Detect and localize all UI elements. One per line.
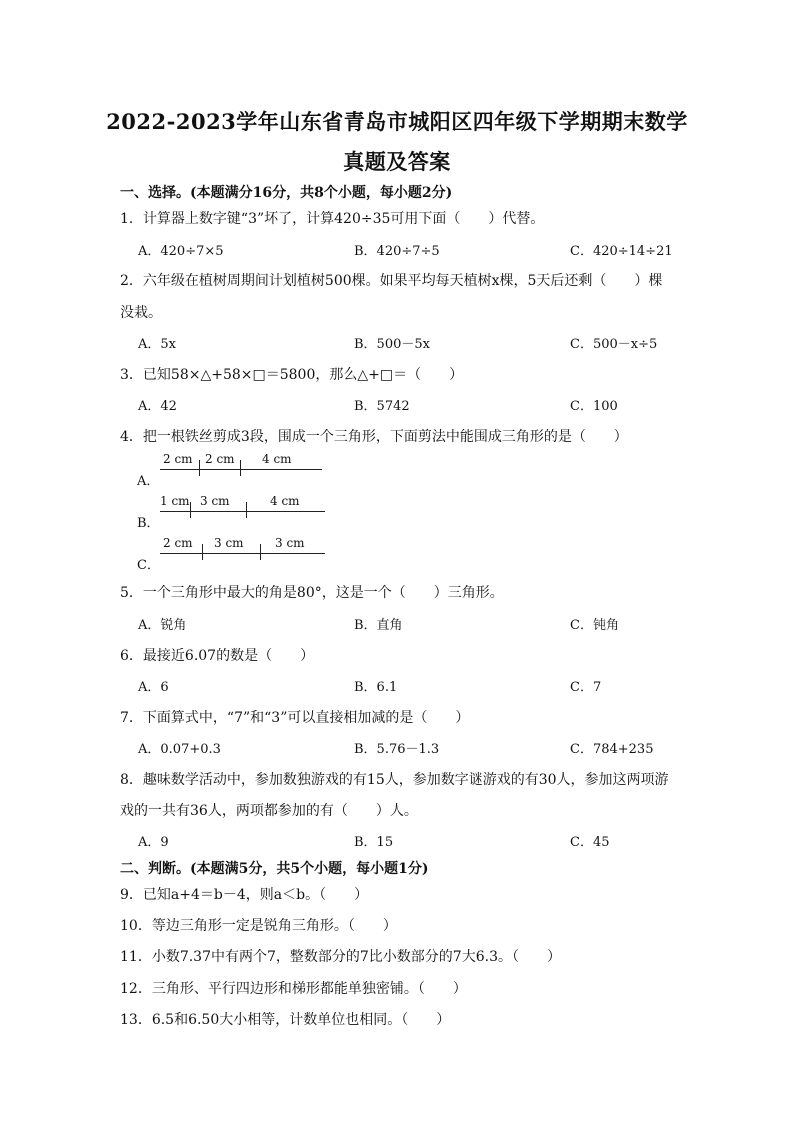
section-heading-choice: 一、选择。(本题满分16分，共8个小题，每小题2分) [120,185,453,201]
question-7-option-c: C．784+235 [570,742,654,757]
question-4-option-b-label: B． [137,516,160,531]
question-1-option-a: A．420÷7×5 [138,244,224,259]
question-8-option-c: C．45 [570,835,610,850]
question-4-option-a-label: A． [137,474,160,489]
question-1-option-c: C．420÷14÷21 [570,244,673,259]
question-8-option-b: B．15 [354,835,394,850]
question-3-option-b: B．5742 [354,399,410,414]
question-2-option-c: C．500－x÷5 [570,337,658,352]
question-11: 11．小数7.37中有两个7，整数部分的7比小数部分的7大6.3。（ ） [120,949,561,965]
question-12: 12．三角形、平行四边形和梯形都能单独密铺。（ ） [120,981,467,997]
question-4-option-b-wire [160,494,325,516]
section-heading-judgment: 二、判断。(本题满5分，共5个小题，每小题1分) [120,861,429,877]
question-5-option-a: A．锐角 [138,618,187,633]
question-3-option-a: A．42 [138,399,177,414]
segment-label: 3 cm [275,536,305,550]
question-7-option-b: B．5.76－1.3 [354,742,440,757]
question-7: 7．下面算式中，“7”和“3”可以直接相加减的是（ ） [120,710,470,726]
segment-label: 3 cm [214,536,244,550]
question-5-option-c: C．钝角 [570,618,619,633]
question-3: 3．已知58×△+58×□＝5800，那么△+□＝（ ） [120,367,464,383]
question-8-continued: 戏的一共有36人，两项都参加的有（ ）人。 [120,803,418,819]
question-6-option-c: C．7 [570,680,602,695]
question-13: 13．6.5和6.50大小相等，计数单位也相同。（ ） [120,1012,451,1028]
question-2-option-b: B．500－5x [354,337,430,352]
segment-label: 2 cm [205,452,235,466]
question-4-option-c-wire [160,536,325,558]
segment-label: 4 cm [262,452,292,466]
question-3-option-c: C．100 [570,399,618,414]
question-9: 9．已知a+4＝b－4，则a＜b。（ ） [120,887,369,903]
segment-label: 3 cm [200,494,230,508]
segment-label: 1 cm [160,494,190,508]
page-title: 2022-2023学年山东省青岛市城阳区四年级下学期期末数学 [106,109,688,134]
question-1: 1．计算器上数字键“3”坏了，计算420÷35可用下面（ ）代替。 [120,211,545,227]
question-5-option-b: B．直角 [354,618,403,633]
question-6: 6．最接近6.07的数是（ ） [120,648,315,664]
question-2-option-a: A．5x [138,337,176,352]
question-5: 5．一个三角形中最大的角是80°，这是一个（ ）三角形。 [120,585,504,601]
question-8-option-a: A．9 [138,835,169,850]
question-2: 2．六年级在植树周期间计划植树500棵。如果平均每天植树x棵，5天后还剩（ ）棵 [120,273,663,289]
segment-label: 2 cm [163,452,193,466]
segment-label: 4 cm [270,494,300,508]
question-10: 10．等边三角形一定是锐角三角形。（ ） [120,918,397,934]
question-8: 8．趣味数学活动中，参加数独游戏的有15人，参加数字谜游戏的有30人，参加这两项游 [120,772,669,788]
question-6-option-b: B．6.1 [354,680,398,695]
question-1-option-b: B．420÷7÷5 [354,244,440,259]
question-4-option-c-label: C． [137,558,160,573]
question-2-continued: 没栽。 [120,305,162,321]
question-4-option-a-wire [160,452,322,474]
page-title-line2: 真题及答案 [343,149,451,174]
segment-label: 2 cm [163,536,193,550]
question-4: 4．把一根铁丝剪成3段，围成一个三角形，下面剪法中能围成三角形的是（ ） [120,429,628,445]
question-7-option-a: A．0.07+0.3 [138,742,221,757]
question-6-option-a: A．6 [138,680,169,695]
